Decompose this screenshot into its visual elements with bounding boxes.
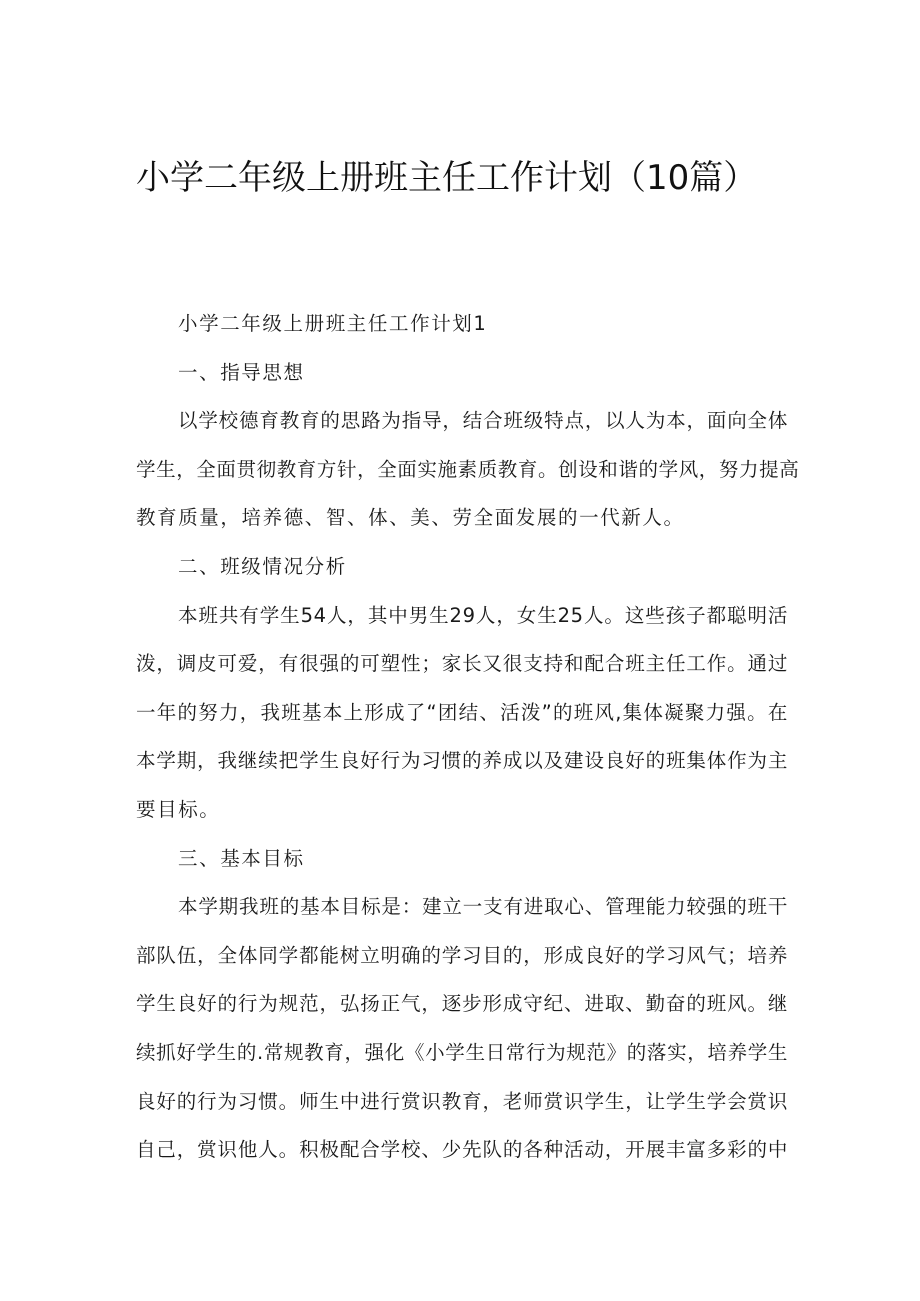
section-heading: 二、班级情况分析 [178,554,347,578]
paragraph-line: 学生良好的行为规范，弘扬正气，逐步形成守纪、进取、勤奋的班风。继 [136,992,788,1016]
paragraph-line: 本班共有学生54人，其中男生29人，女生25人。这些孩子都聪明活 [178,603,788,627]
document-title: 小学二年级上册班主任工作计划（10篇） [136,158,758,198]
paragraph-line: 本学期，我继续把学生良好行为习惯的养成以及建设良好的班集体作为主 [136,749,788,773]
paragraph-line: 续抓好学生的.常规教育，强化《小学生日常行为规范》的落实，培养学生 [136,1040,788,1064]
paragraph-line: 以学校德育教育的思路为指导，结合班级特点，以人为本，面向全体 [178,409,788,433]
paragraph-line: 要目标。 [136,797,221,821]
section-heading: 三、基本目标 [178,846,305,870]
document-body [136,300,800,1175]
document-subtitle: 小学二年级上册班主任工作计划1 [178,312,488,335]
paragraph-line: 学生，全面贯彻教育方针，全面实施素质教育。创设和谐的学风，努力提高 [136,457,800,481]
paragraph-line: 自己，赏识他人。积极配合学校、少先队的各种活动，开展丰富多彩的中 [136,1138,788,1162]
paragraph-line: 教育质量，培养德、智、体、美、劳全面发展的一代新人。 [136,506,685,530]
paragraph-line: 本学期我班的基本目标是：建立一支有进取心、管理能力较强的班干 [178,895,788,919]
paragraph-line: 良好的行为习惯。师生中进行赏识教育，老师赏识学生，让学生学会赏识 [136,1089,788,1113]
paragraph-line: 部队伍，全体同学都能树立明确的学习目的，形成良好的学习风气；培养 [136,943,788,967]
paragraph-line: 泼，调皮可爱，有很强的可塑性；家长又很支持和配合班主任工作。通过 [136,652,788,676]
section-heading: 一、指导思想 [178,360,305,384]
paragraph-line: 一年的努力，我班基本上形成了“团结、活泼”的班风,集体凝聚力强。在 [136,700,788,724]
